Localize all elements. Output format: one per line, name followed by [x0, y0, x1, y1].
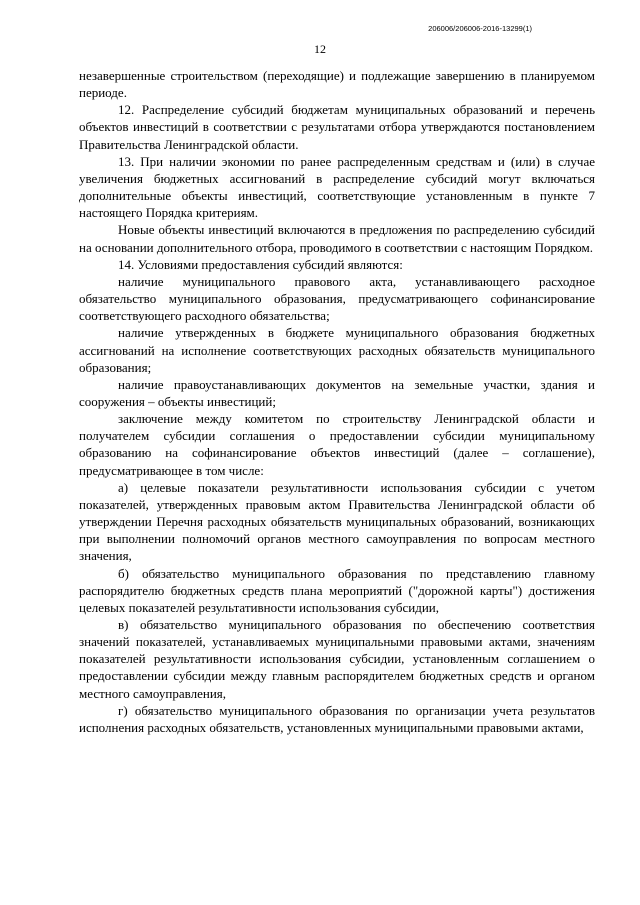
paragraph-subitem-b: б) обязательство муниципального образования по представлению главному распорядителю бюджетных средств плана мероприятий ("дорожной карты") достижения целевых показателей результативности использования субсидии,	[79, 565, 595, 615]
paragraph-continuation: незавершенные строительством (переходящие) и подлежащие завершению в планируемом периоде.	[79, 68, 595, 101]
page-number: 12	[314, 42, 326, 56]
paragraph-new-objects: Новые объекты инвестиций включаются в предложения по распределению субсидий на основании дополнительного отбора, проводимого в соответствии с настоящим Порядком.	[79, 222, 595, 255]
document-id: 206006/206006-2016-13299(1)	[428, 24, 532, 33]
paragraph-condition-documents: наличие правоустанавливающих документов на земельные участки, здания и сооружения – объекты инвестиций;	[79, 376, 595, 409]
paragraph-subitem-g: г) обязательство муниципального образования по организации учета результатов исполнения расходных обязательств, установленных муниципальными правовыми актами,	[79, 702, 595, 735]
paragraph-condition-legal-act: наличие муниципального правового акта, устанавливающего расходное обязательство муниципального образования, предусматривающего софинансирование соответствующего расходного обязательства;	[79, 273, 595, 324]
paragraph-item-12: 12. Распределение субсидий бюджетам муниципальных образований и перечень объектов инвестиций в соответствии с результатами отбора утверждаются постановлением Правительства Ленинградской области.	[79, 102, 595, 152]
paragraph-condition-budget: наличие утвержденных в бюджете муниципального образования бюджетных ассигнований на исполнение соответствующих расходных обязательств муниципального образования;	[79, 325, 595, 375]
paragraph-condition-agreement: заключение между комитетом по строительству Ленинградской области и получателем субсидии соглашения о предоставлении субсидии муниципальному образованию на софинансирование объектов инвестиций (далее – соглашение), предусматривающее в том числе:	[79, 411, 595, 478]
paragraph-item-14: 14. Условиями предоставления субсидий являются:	[118, 256, 403, 272]
paragraph-subitem-v: в) обязательство муниципального образования по обеспечению соответствия значений показателей, устанавливаемых муниципальными правовыми актами, значениям показателей результативности использования субсидии, установленным соглашением о предоставлении субсидии между главным распорядителем бюджетных средств и органом местного самоуправления,	[79, 617, 595, 701]
paragraph-subitem-a: а) целевые показатели результативности использования субсидии с учетом показателей, утвержденных правовым актом Правительства Ленинградской области об утверждении Перечня расходных обязательств муниципальных образований, возникающих при выполнении полномочий органов местного самоуправления по вопросам местного значения,	[79, 479, 595, 564]
paragraph-item-13: 13. При наличии экономии по ранее распределенным средствам и (или) в случае увеличения бюджетных ассигнований в распределение субсидий могут включаться дополнительные объекты инвестиций, соответствующие установленным в пункте 7 настоящего Порядка критериям.	[79, 153, 595, 221]
document-body	[79, 67, 595, 736]
